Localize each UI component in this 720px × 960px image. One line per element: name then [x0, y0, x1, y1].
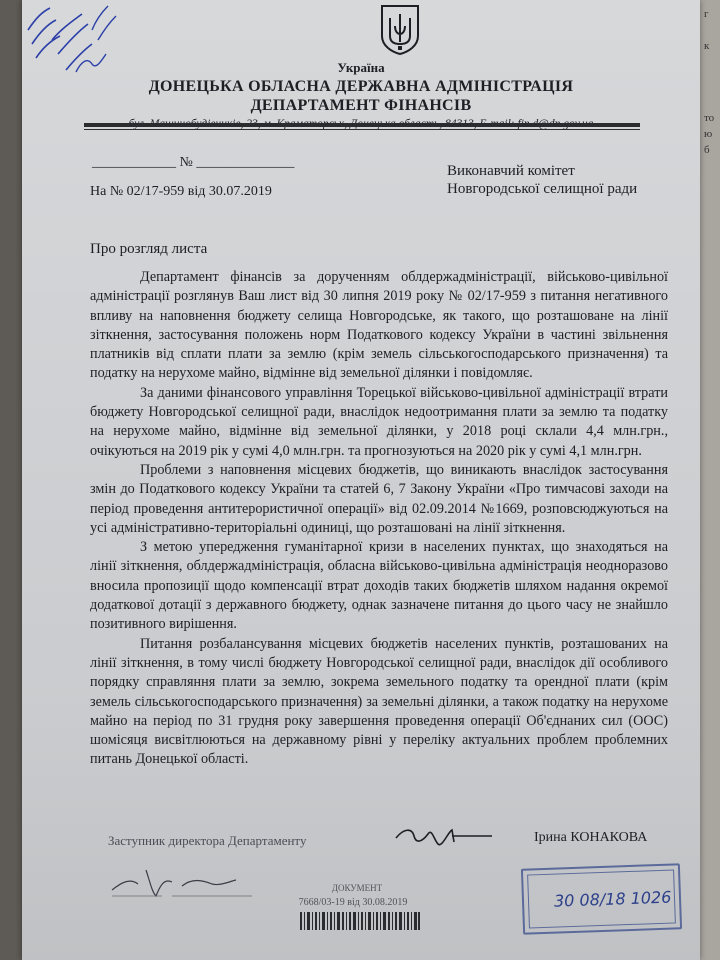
edge-fragment: ю: [704, 128, 713, 140]
registration-stamp: [521, 863, 682, 935]
edge-fragment: то: [704, 112, 715, 124]
edge-fragment: к: [704, 40, 710, 52]
letter-subject: Про розгляд листа: [90, 241, 208, 257]
document-number: 7668/03-19 від 30.08.2019: [298, 897, 408, 908]
adjacent-page-edge: [700, 0, 720, 960]
executor-signature-icon: [102, 862, 272, 902]
signatory-position: Заступник директора Департаменту: [108, 833, 307, 848]
header-org-name: ДОНЕЦЬКА ОБЛАСНА ДЕРЖАВНА АДМІНІСТРАЦІЯ: [148, 78, 574, 95]
edge-fragment: г: [704, 8, 709, 20]
letter-body: [90, 268, 668, 770]
body-paragraph: Питання розбалансування місцевих бюджетів населених пунктів, розташованих на лінії зіткнення, в тому числі бюджету Новгородської селищної ради, внаслідок дії особливого порядку справляння плати за землю, зокрема земельного податку та орендної плати (крім земель сільськогосподарського призначення) за земельні ділянки, а також податку на нерухоме майно на період по 31 грудня року завершення проведення операції Об'єднаних сил (ООС) шомісяця висвітлюються на державному рівні у переліку актуальних проблем проблемних питань Донецької області.: [90, 635, 668, 768]
outgoing-number: ____________ № ______________: [92, 155, 295, 170]
barcode-icon: [300, 912, 420, 930]
body-paragraph: З метою упередження гуманітарної кризи в населених пунктах, що знаходяться на лінії зіткнення, облдержадміністрація, обласна військово-цивільна адміністрація неодноразово вносила пропозиції щодо компенсації втрат доходів таких бюджетів шляхом надання окремої додаткової дотації з державного бюджету, однак зазначене питання до цього часу не знайшло позитивного вирішення.: [90, 539, 668, 633]
document-sheet: [22, 0, 700, 960]
body-paragraph: За даними фінансового управління Торецької військово-цивільної адміністрації втрати бюджету Новгородської селищної ради, внаслідок недоотримання плати за землю та податку на нерухоме майно, відмінне від земельної ділянки, у 2018 році склали 4,4 млн.грн., очікуються на 2019 рік у сумі 4,0 млн.грн. та прогнозуються на 2020 рік у сумі 4,1 млн.грн.: [90, 384, 668, 459]
body-paragraph: Департамент фінансів за дорученням облдержадміністрації, військово-цивільної адміністрації розглянув Ваш лист від 30 липня 2019 року № 02/17-959 з питання негативного впливу на наповнення бюджету селища Новгородське, як такого, що розташоване на лінії зіткнення, застосування положень норм Податкового кодексу України в частині звільнення платників від сплати плати за землю (крім земель сільськогосподарського призначення) та податку на нерухоме майно, відмінне від земельної ділянки і повідомляє.: [90, 269, 668, 382]
registration-stamp-handwritten: 30 08/18 1026: [553, 887, 672, 911]
header-country: Україна: [337, 60, 385, 75]
header-rule: [84, 123, 640, 127]
ukraine-trident-emblem-icon: [378, 4, 422, 56]
header-department: ДЕПАРТАМЕНТ ФІНАНСІВ: [250, 97, 472, 114]
addressee-line2: Новгородської селищної ради: [447, 181, 638, 197]
edge-fragment: б: [704, 144, 710, 156]
body-paragraph: Проблеми з наповнення місцевих бюджетів, що виникають внаслідок застосування змін до Податкового кодексу України та статей 6, 7 Закону України «Про тимчасові заходи на період проведення антитерористичної операції» від 02.09.2014 №1669, розповсюджуються на усі адміністративно-територіальні одиниці, що розташовані на лінії зіткнення.: [90, 461, 668, 536]
reply-reference: На № 02/17-959 від 30.07.2019: [90, 184, 272, 199]
signature-icon: [392, 818, 502, 854]
header-rule-thin: [84, 129, 640, 130]
incoming-stamp-label: ДОКУМЕНТ: [331, 883, 383, 893]
signatory-name: Ірина КОНАКОВА: [534, 830, 648, 845]
addressee-line1: Виконавчий комітет: [447, 163, 575, 179]
